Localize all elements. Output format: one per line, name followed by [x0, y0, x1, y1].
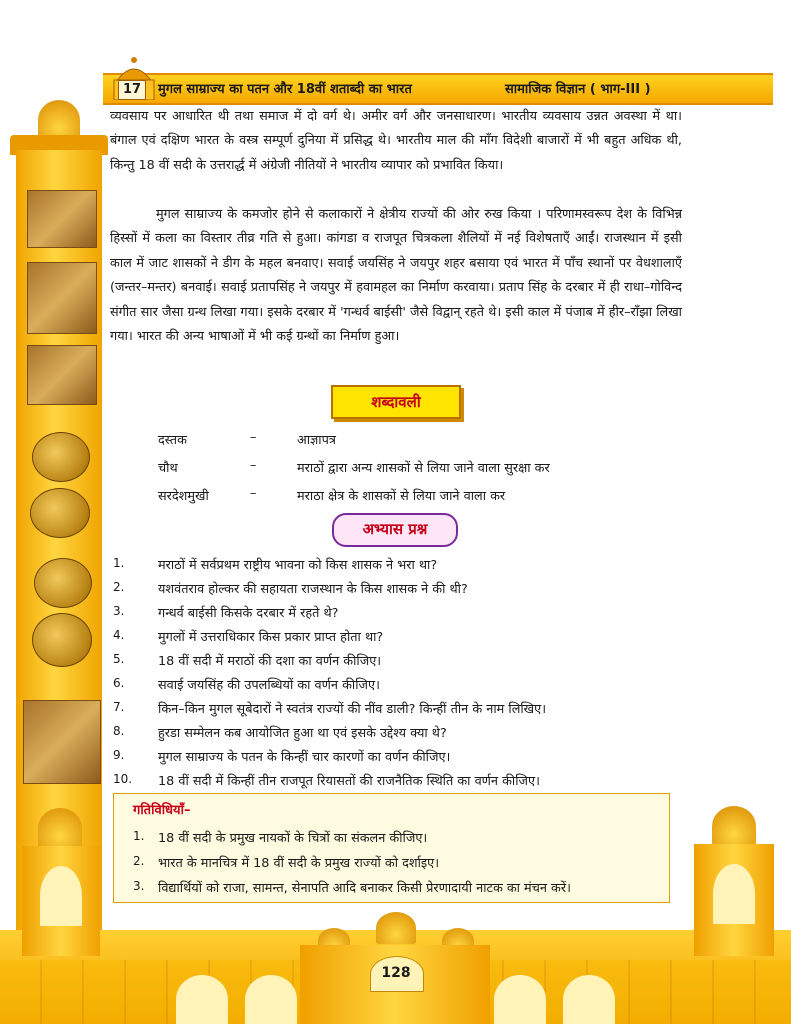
bottom-arch-4: [563, 975, 615, 1024]
activity-text: 18 वीं सदी के प्रमुख नायकों के चित्रों का संकलन कीजिए।: [158, 831, 428, 846]
question-text: 18 वीं सदी में मराठों की दशा का वर्णन कीजिए।: [158, 654, 382, 669]
right-tower-dome: [712, 806, 756, 846]
question-text: हुरडा सम्मेलन कब आयोजित हुआ था एवं इसके उद्देश्य क्या थे?: [158, 726, 447, 741]
glossary-dash: –: [250, 486, 257, 501]
question-number: 9.: [113, 748, 125, 762]
glossary-term: सरदेशमुखी: [158, 489, 209, 504]
activity-number: 1.: [133, 829, 145, 843]
glossary-dash: –: [250, 430, 257, 445]
chapter-title: मुगल साम्राज्य का पतन और 18वीं शताब्दी का भारत: [158, 82, 412, 97]
left-tower-dome: [38, 808, 82, 848]
bottom-arch-1: [176, 975, 228, 1024]
activity-number: 2.: [133, 854, 145, 868]
glossary-term: दस्तक: [158, 433, 187, 448]
inscription-image: [27, 262, 97, 334]
question-number: 4.: [113, 628, 125, 642]
activities-title: गतिविधियाँ–: [133, 803, 191, 818]
question-number: 7.: [113, 700, 125, 714]
question-text: किन–किन मुगल सूबेदारों ने स्वतंत्र राज्यों की नींव डाली? किन्हीं तीन के नाम लिखिए।: [158, 702, 547, 717]
bottom-arch-2: [245, 975, 297, 1024]
right-tower-arch: [713, 864, 755, 924]
page-number: 128: [381, 965, 411, 981]
question-text: मुगलों में उत्तराधिकार किस प्रकार प्राप्त होता था?: [158, 630, 384, 645]
coin-image-1: [32, 432, 90, 482]
coin-image-2: [30, 488, 90, 538]
book-title: सामाजिक विज्ञान ( भाग-III ): [505, 82, 651, 97]
sculpture-image: [23, 700, 101, 784]
question-number: 2.: [113, 580, 125, 594]
glossary-dash: –: [250, 458, 257, 473]
question-text: गन्धर्व बाईसी किसके दरबार में रहते थे?: [158, 606, 339, 621]
glossary-definition: मराठों द्वारा अन्य शासकों से लिया जाने वाला सुरक्षा कर: [297, 461, 550, 476]
paragraph-art: मुगल साम्राज्य के कमजोर होने से कलाकारों ने क्षेत्रीय राज्यों की ओर रुख किया । परिणामस्वरूप देश के विभिन्न हिस्सों में कला का विस्तार तीव्र गति से हुआ। कांगडा व राजपूत चित्रकला शैलियों में नई विशेषताएँ आईं। राजस्थान में इसी काल में जाट शासकों ने डीग के महल बनवाए। सवाई जयसिंह ने जयपुर शहर बसाया एवं भारत में पाँच स्थानों पर वेधशालाएँ (जन्तर–मन्तर) बनवाई। सवाई प्रतापसिंह ने जयपुर में हवामहल का निर्माण करवाया। प्रताप सिंह के दरबार में ही राधा–गोविन्द संगीत सार जैसा ग्रन्थ लिखा गया। इसके दरबार में 'गन्धर्व बाईसी' जैसे विद्वान् रहते थे। इसी काल में पंजाब में हीर–राँझा लिखा गया। भारत की अन्य भाषाओं में भी कई ग्रन्थों का निर्माण हुआ।: [110, 207, 682, 345]
center-dome: [376, 912, 416, 944]
glossary-definition: आज्ञापत्र: [297, 433, 336, 448]
question-text: मराठों में सर्वप्रथम राष्ट्रीय भावना को किस शासक ने भरा था?: [158, 558, 438, 573]
coin-image-4: [32, 613, 92, 667]
paragraph-economy: व्यवसाय पर आधारित थी तथा समाज में दो वर्ग थे। अमीर वर्ग और जनसाधारण। भारतीय व्यवसाय उन्नत अवस्था में था। बंगाल एवं दक्षिण भारत के वस्त्र सम्पूर्ण दुनिया में प्रसिद्ध थे। भारतीय माल की माँग विदेशी बाजारों में भी बहुत अधिक थी, किन्तु 18 वीं सदी के उत्तरार्द्ध में अंग्रेजी नीतियों ने भारतीय व्यापार को प्रभावित किया।: [110, 109, 682, 173]
question-text: यशवंतराव होल्कर की सहायता राजस्थान के किस शासक ने की थी?: [158, 582, 468, 597]
glossary-heading: शब्दावली: [331, 385, 461, 419]
pillar-dome-ornament: [38, 100, 80, 140]
question-number: 8.: [113, 724, 125, 738]
question-number: 10.: [113, 772, 133, 786]
question-text: मुगल साम्राज्य के पतन के किन्हीं चार कारणों का वर्णन कीजिए।: [158, 750, 451, 765]
question-text: 18 वीं सदी में किन्हीं तीन राजपूत रियासतों की राजनैतिक स्थिति का वर्णन कीजिए।: [158, 774, 540, 789]
bottom-arch-3: [494, 975, 546, 1024]
glossary-term: चौथ: [158, 461, 178, 476]
question-number: 1.: [113, 556, 125, 570]
question-text: सवाई जयसिंह की उपलब्धियों का वर्णन कीजिए।: [158, 678, 380, 693]
left-tower-arch: [40, 866, 82, 926]
texture-image: [27, 345, 97, 405]
question-number: 5.: [113, 652, 125, 666]
question-number: 3.: [113, 604, 125, 618]
exercises-heading: अभ्यास प्रश्न: [332, 513, 458, 547]
coin-image-3: [34, 558, 92, 608]
chapter-number: 17: [118, 80, 146, 100]
activity-text: भारत के मानचित्र में 18 वीं सदी के प्रमुख राज्यों को दर्शाइए।: [158, 856, 440, 871]
question-number: 6.: [113, 676, 125, 690]
activity-text: विद्यार्थियों को राजा, सामन्त, सेनापति आदि बनाकर किसी प्रेरणादायी नाटक का मंचन करें।: [158, 881, 571, 896]
seal-image: [27, 190, 97, 248]
glossary-definition: मराठा क्षेत्र के शासकों से लिया जाने वाला कर: [297, 489, 506, 504]
activity-number: 3.: [133, 879, 145, 893]
